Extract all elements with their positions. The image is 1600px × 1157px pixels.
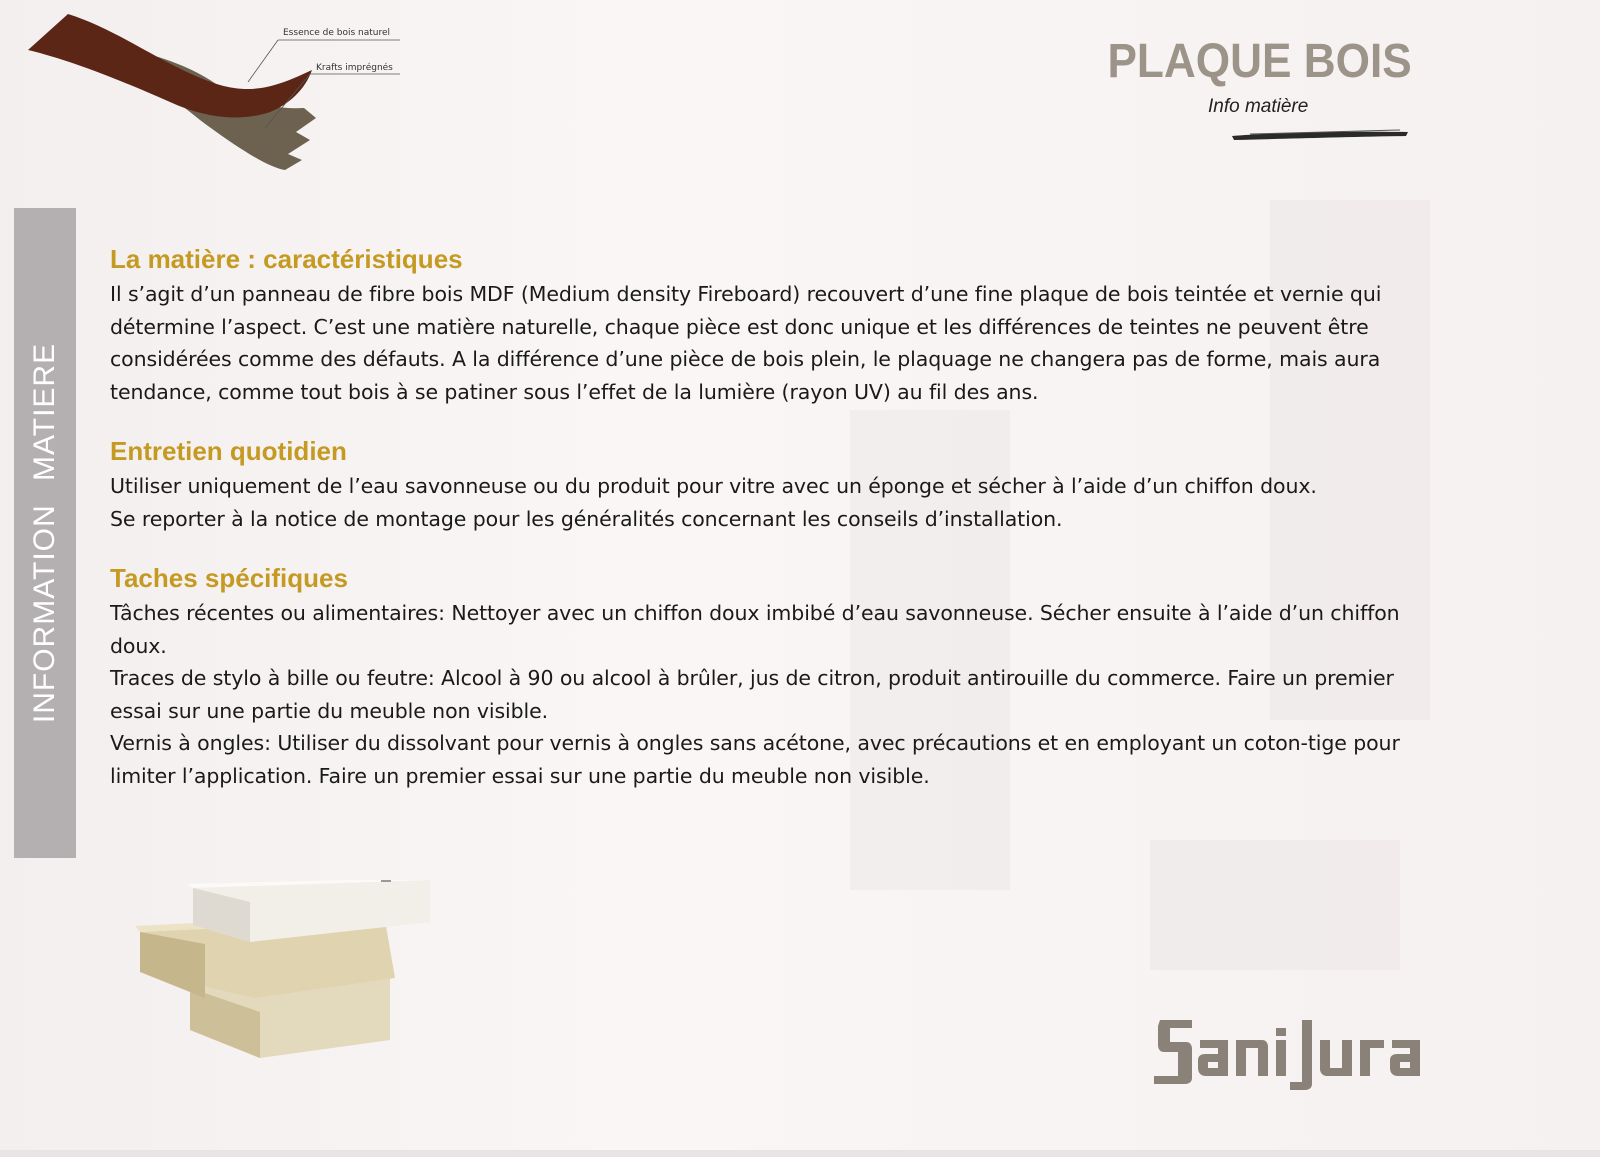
label-natural-wood: Essence de bois naturel (283, 28, 391, 38)
show-through-shadow (1150, 840, 1400, 970)
paragraph: Utiliser uniquement de l’eau savonneuse ou du produit pour vitre avec un éponge et sécher à l’aide d’un chiffon doux. (110, 474, 1317, 498)
sanijura-logo (1152, 1012, 1432, 1092)
paragraph: Tâches récentes ou alimentaires: Nettoyer avec un chiffon doux imbibé d’eau savonneuse. Sécher ensuite à l’aide d’un chiffon doux. (110, 601, 1400, 658)
section-characteristics (110, 242, 1430, 408)
wood-veneer-layer (28, 14, 312, 117)
side-tab-label-wrapper (14, 208, 76, 858)
section-body (110, 597, 1430, 792)
paragraph: Il s’agit d’un panneau de fibre bois MDF (Medium density Fireboard) recouvert d’une fine plaque de bois teintée et vernie qui détermine l’aspect. C’est une matière naturelle, chaque pièce est donc unique et les différences de teintes ne peuvent être considérées comme des défauts. A la différence d’une pièce de bois plein, le plaquage ne changera pas de forme, mais aura tendance, comme tout bois à se patiner sous l’effet de la lumière (rayon UV) au fil des ans. (110, 282, 1382, 404)
brush-stroke-divider (1230, 128, 1410, 142)
section-body (110, 470, 1430, 535)
vanity-drawers-image (135, 880, 435, 1060)
section-body (110, 278, 1430, 408)
side-tab-label: INFORMATION MATIERE (28, 342, 61, 724)
main-content (110, 242, 1430, 818)
paragraph: Traces de stylo à bille ou feutre: Alcool à 90 ou alcool à brûler, jus de citron, produit antirouille du commerce. Faire un premier essai sur une partie du meuble non visible. (110, 666, 1394, 723)
label-impregnated-kraft: Krafts imprégnés (316, 63, 393, 73)
section-heading: La matière : caractéristiques (110, 244, 463, 274)
leader-line (248, 40, 278, 82)
section-daily-care (110, 434, 1430, 535)
page-title: PLAQUE BOIS (1107, 35, 1412, 88)
section-heading: Taches spécifiques (110, 563, 348, 593)
scan-edge (0, 1150, 1600, 1157)
section-heading: Entretien quotidien (110, 436, 347, 466)
paragraph: Se reporter à la notice de montage pour les généralités concernant les conseils d’installation. (110, 506, 1063, 531)
paragraph: Vernis à ongles: Utiliser du dissolvant pour vernis à ongles sans acétone, avec précautions et en employant un coton-tige pour limiter l’application. Faire un premier essai sur une partie du meuble non visible. (110, 731, 1400, 788)
page-subtitle: Info matière (1208, 96, 1309, 117)
section-specific-stains (110, 561, 1430, 792)
